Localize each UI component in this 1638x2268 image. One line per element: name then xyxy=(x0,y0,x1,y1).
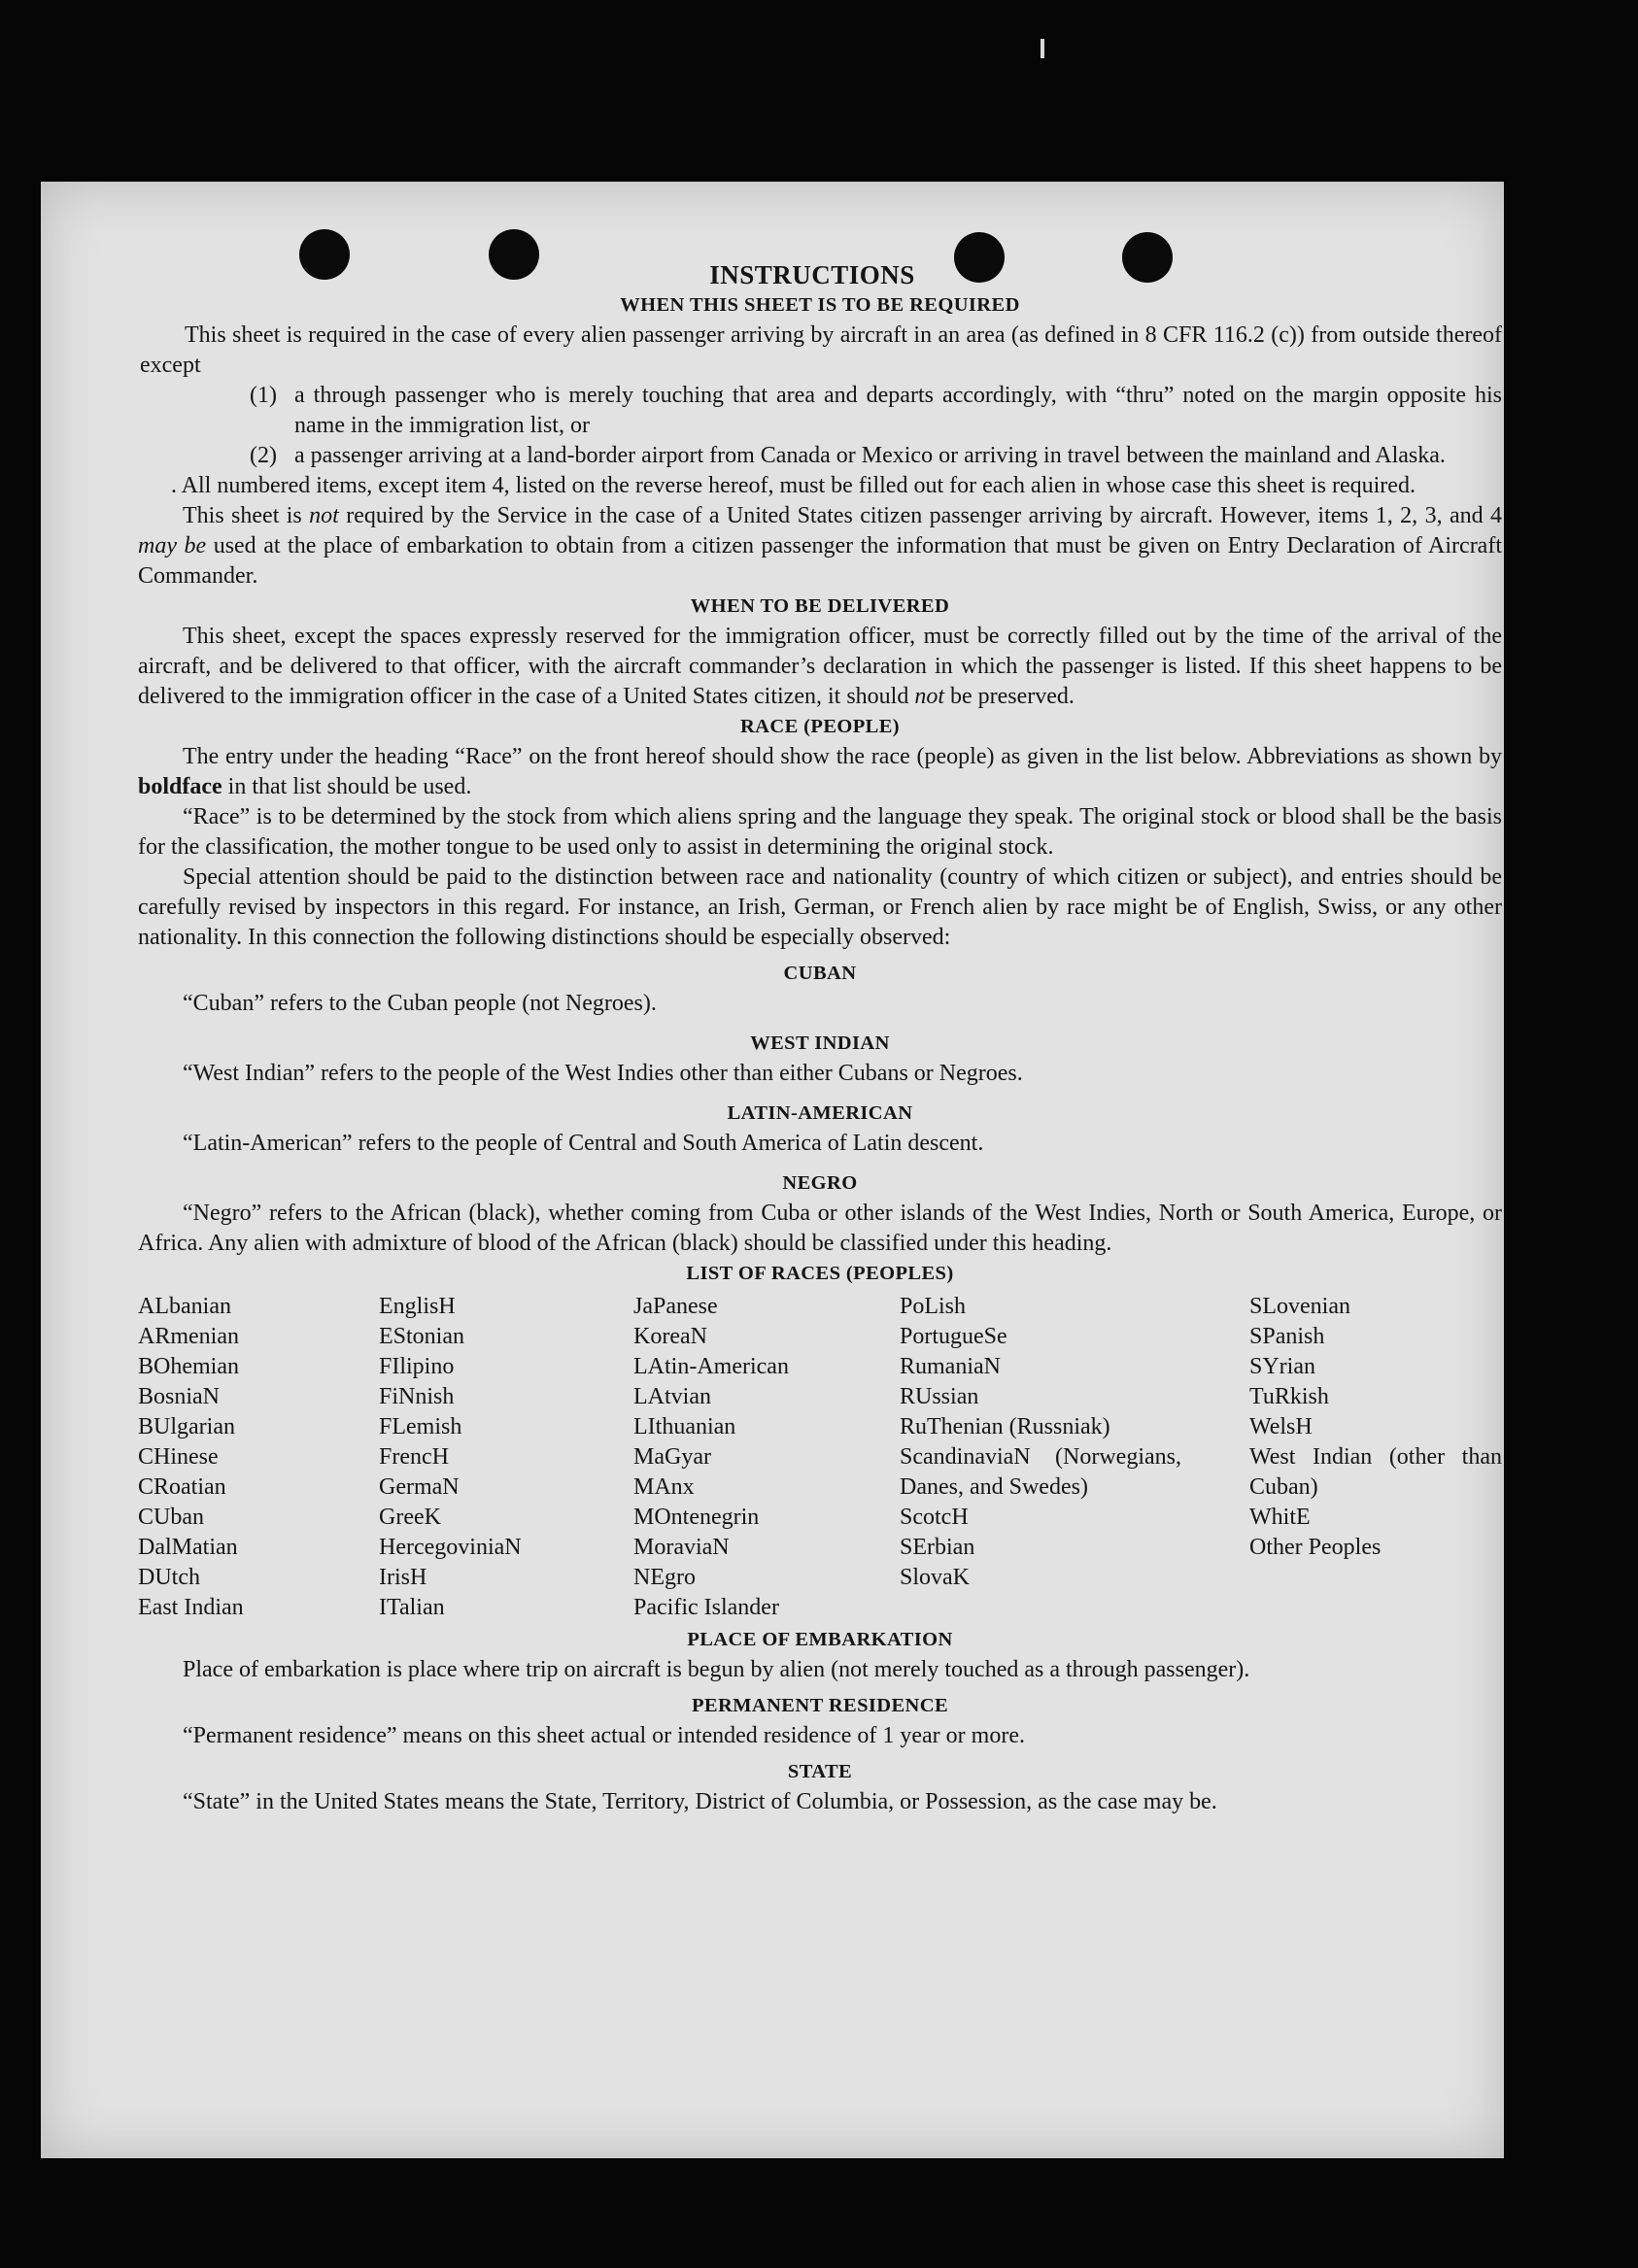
races-column xyxy=(900,1292,1181,1623)
race-entry: KoreaN xyxy=(633,1324,707,1349)
race-entry: WhitE xyxy=(1249,1505,1311,1530)
race-entry: LAtvian xyxy=(633,1384,711,1409)
race-paragraph-3: Special attention should be paid to the distinction between race and nationality (country of which citizen or subject), and entries should be carefully revised by inspectors in this regard. For instance, an Irish, German, or French alien by race might be of English, Swiss, or any other nationality. In this connection the following distinctions should be especially observed: xyxy=(138,864,1502,950)
race-entry: MAnx xyxy=(633,1474,695,1500)
when-delivered-paragraph: This sheet, except the spaces expressly reserved for the immigration officer, must be correctly filled out by the time of the arrival of the aircraft, and be delivered to that officer, with the aircraft commander’s declaration in which the passenger is listed. If this sheet happens to be delivered to the immigration officer in the case of a United States citizen, it should not be preserved. xyxy=(138,624,1502,709)
race-entry: EnglisH xyxy=(379,1294,456,1319)
race-entry: RumaniaN xyxy=(900,1354,1001,1379)
instructions-text xyxy=(138,260,1502,1817)
races-column xyxy=(1249,1292,1502,1623)
citizen-paragraph: This sheet is not required by the Service in the case of a United States citizen passenger arriving by aircraft. However, items 1, 2, 3, and 4 may be used at the place of embarkation to obtain from a citizen passenger the information that must be given on Entry Declaration of Aircraft Commander. xyxy=(138,503,1502,589)
when-required-intro: This sheet is required in the case of every alien passenger arriving by aircraft in an area (as defined in 8 CFR 116.2 (c)) from outside thereof except xyxy=(140,322,1502,378)
exception-item xyxy=(250,381,1502,441)
races-column xyxy=(633,1292,900,1623)
race-entry: SPanish xyxy=(1249,1324,1325,1349)
race-entry: East Indian xyxy=(138,1595,244,1620)
latin-american-text: “Latin-American” refers to the people of Central and South America of Latin descent. xyxy=(183,1131,984,1156)
race-entry: CRoatian xyxy=(138,1474,226,1500)
negro-heading: NEGRO xyxy=(782,1172,858,1194)
cuban-text: “Cuban” refers to the Cuban people (not Negroes). xyxy=(183,991,657,1016)
race-entry: MoraviaN xyxy=(633,1535,730,1560)
race-entry: IrisH xyxy=(379,1565,427,1590)
race-entry: SErbian xyxy=(900,1535,975,1560)
race-entry: FLemish xyxy=(379,1414,462,1439)
scan-mark xyxy=(1041,39,1044,58)
race-entry: DalMatian xyxy=(138,1535,238,1560)
race-entry: SLovenian xyxy=(1249,1294,1350,1319)
permanent-residence-text: “Permanent residence” means on this sheet actual or intended residence of 1 year or more. xyxy=(183,1723,1025,1748)
race-entry: FiNnish xyxy=(379,1384,455,1409)
races-column xyxy=(138,1292,379,1623)
race-paragraph-2: “Race” is to be determined by the stock from which aliens spring and the language they speak. The original stock or blood shall be the basis for the classification, the mother tongue to be used only to assist in determining the original stock. xyxy=(138,804,1502,860)
state-heading: STATE xyxy=(787,1761,853,1782)
race-entry: BosniaN xyxy=(138,1384,220,1409)
race-entry: Pacific Islander xyxy=(633,1595,779,1620)
race-entry: WelsH xyxy=(1249,1414,1313,1439)
numbered-items-paragraph: . All numbered items, except item 4, listed on the reverse hereof, must be filled out for each alien in whose case this sheet is required. xyxy=(171,473,1416,498)
race-entry: RUssian xyxy=(900,1384,979,1409)
item-number: (2) xyxy=(250,443,277,468)
race-entry: LAtin-American xyxy=(633,1354,789,1379)
instructions-heading: INSTRUCTIONS xyxy=(709,260,915,289)
race-entry: JaPanese xyxy=(633,1294,718,1319)
item-text: a through passenger who is merely touching that area and departs accordingly, with “thru” noted on the margin opposite his name in the immigration list, or xyxy=(294,383,1502,438)
race-entry: DUtch xyxy=(138,1565,200,1590)
negro-text: “Negro” refers to the African (black), whether coming from Cuba or other islands of the West Indies, North or South America, Europe, or Africa. Any alien with admixture of blood of the African (black) should be classified under this heading. xyxy=(138,1201,1502,1256)
race-entry: MOntenegrin xyxy=(633,1505,760,1530)
race-entry: GreeK xyxy=(379,1505,441,1530)
west-indian-heading: WEST INDIAN xyxy=(750,1032,890,1054)
embarkation-text: Place of embarkation is place where trip on aircraft is begun by alien (not merely touched as a through passenger). xyxy=(183,1657,1250,1682)
race-entry: Other Peoples xyxy=(1249,1535,1382,1560)
item-number: (1) xyxy=(250,383,277,408)
race-entry: PoLish xyxy=(900,1294,967,1319)
exception-item xyxy=(250,441,1502,471)
permanent-residence-heading: PERMANENT RESIDENCE xyxy=(691,1695,949,1716)
race-entry: ScotcH xyxy=(900,1505,969,1530)
race-entry: RuThenian (Russniak) xyxy=(900,1414,1110,1439)
race-entry: ScandinaviaN (Norwegians, Danes, and Swedes) xyxy=(900,1444,1181,1500)
race-entry: NEgro xyxy=(633,1565,696,1590)
race-entry: SYrian xyxy=(1249,1354,1315,1379)
race-entry: GermaN xyxy=(379,1474,460,1500)
when-required-heading: WHEN THIS SHEET IS TO BE REQUIRED xyxy=(620,294,1020,316)
race-entry: ALbanian xyxy=(138,1294,231,1319)
item-text: a passenger arriving at a land-border airport from Canada or Mexico or arriving in travel between the mainland and Alaska. xyxy=(294,443,1446,468)
race-entry: BUlgarian xyxy=(138,1414,235,1439)
race-entry: SlovaK xyxy=(900,1565,970,1590)
race-entry: ITalian xyxy=(379,1595,445,1620)
race-entry: PortugueSe xyxy=(900,1324,1007,1349)
race-entry: EStonian xyxy=(379,1324,464,1349)
races-list xyxy=(138,1292,1502,1623)
west-indian-text: “West Indian” refers to the people of the West Indies other than either Cubans or Negroes. xyxy=(183,1061,1023,1086)
race-entry: CHinese xyxy=(138,1444,219,1470)
race-entry: MaGyar xyxy=(633,1444,711,1470)
races-column xyxy=(379,1292,633,1623)
latin-american-heading: LATIN-AMERICAN xyxy=(727,1102,913,1124)
state-text: “State” in the United States means the State, Territory, District of Columbia, or Possession, as the case may be. xyxy=(183,1789,1217,1814)
race-entry: FIlipino xyxy=(379,1354,455,1379)
race-heading: RACE (PEOPLE) xyxy=(739,716,901,737)
race-entry: HercegoviniaN xyxy=(379,1535,522,1560)
race-entry: TuRkish xyxy=(1249,1384,1329,1409)
race-entry: ARmenian xyxy=(138,1324,239,1349)
when-delivered-heading: WHEN TO BE DELIVERED xyxy=(690,595,950,617)
embarkation-heading: PLACE OF EMBARKATION xyxy=(687,1629,953,1650)
cuban-heading: CUBAN xyxy=(783,963,857,984)
race-entry: LIthuanian xyxy=(633,1414,736,1439)
race-paragraph-1: The entry under the heading “Race” on the front hereof should show the race (people) as given in the list below. Abbreviations as shown by boldface in that list should be used. xyxy=(138,744,1502,799)
race-entry: FrencH xyxy=(379,1444,449,1470)
list-of-races-heading: LIST OF RACES (PEOPLES) xyxy=(686,1263,954,1284)
race-entry: BOhemian xyxy=(138,1354,239,1379)
race-entry: West Indian (other than Cuban) xyxy=(1249,1444,1502,1500)
race-entry: CUban xyxy=(138,1505,204,1530)
